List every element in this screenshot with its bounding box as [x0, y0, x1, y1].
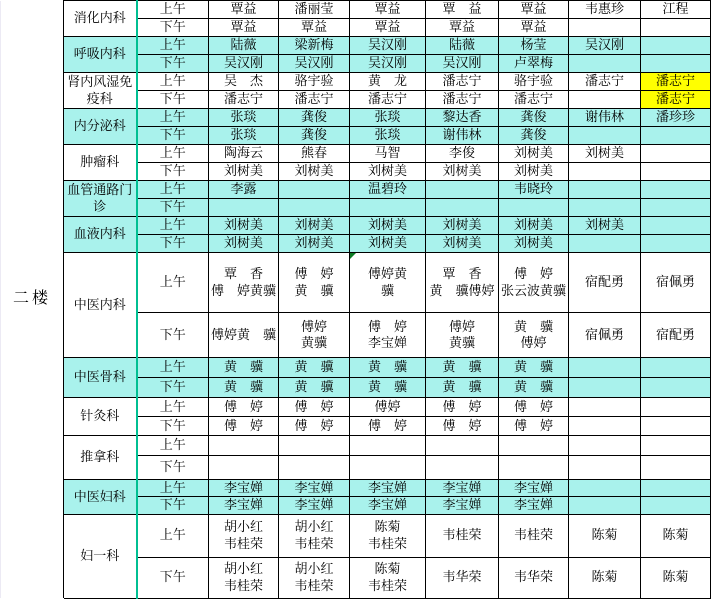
schedule-cell[interactable]: 陶海云 [209, 145, 279, 163]
time-cell[interactable]: 下午 [137, 127, 209, 145]
schedule-row [1, 253, 711, 313]
schedule-cell[interactable] [641, 127, 711, 145]
schedule-cell[interactable]: 黄 骥 [279, 378, 350, 398]
schedule-cell[interactable]: 刘树美 [499, 163, 569, 181]
doctor-name: 胡小红 [294, 519, 334, 535]
schedule-cell[interactable]: 潘志宁 [641, 91, 711, 109]
time-cell[interactable]: 下午 [137, 456, 209, 480]
schedule-cell[interactable] [499, 253, 569, 313]
schedule-row [1, 145, 711, 163]
schedule-cell[interactable]: 傅 婷 [350, 417, 426, 436]
schedule-cell[interactable]: 吴汉刚 [350, 55, 426, 73]
schedule-cell[interactable]: 骆宇验 [499, 73, 569, 91]
time-cell[interactable]: 上午 [137, 480, 209, 497]
schedule-cell[interactable] [569, 127, 641, 145]
schedule-cell[interactable]: 李宝婵 [426, 497, 499, 514]
schedule-cell[interactable]: 陆薇 [426, 37, 499, 55]
schedule-cell[interactable]: 黄 骥 [350, 378, 426, 398]
schedule-cell[interactable]: 刘树美 [569, 145, 641, 163]
schedule-cell[interactable] [641, 199, 711, 217]
schedule-cell[interactable] [209, 253, 279, 313]
schedule-cell[interactable]: 陈菊 [569, 514, 641, 557]
doctor-name: 傅婷黄 [367, 266, 407, 282]
schedule-cell[interactable]: 龚俊 [499, 109, 569, 127]
doctor-name: 黄骥 [448, 335, 475, 350]
schedule-cell[interactable]: 张琰 [350, 127, 426, 145]
schedule-cell[interactable] [209, 456, 279, 480]
schedule-cell[interactable] [569, 55, 641, 73]
doctor-name: 黄 骥 [294, 282, 334, 298]
schedule-cell[interactable]: 覃益 [209, 19, 279, 37]
schedule-cell[interactable]: 刘树美 [209, 217, 279, 235]
department-cell[interactable]: 肿瘤科 [64, 145, 137, 181]
schedule-cell[interactable]: 吴汉刚 [569, 37, 641, 55]
schedule-row [1, 37, 711, 55]
schedule-row [1, 109, 711, 127]
schedule-cell[interactable] [279, 313, 350, 358]
doctor-name: 陈菊 [374, 561, 401, 577]
time-cell[interactable]: 上午 [137, 398, 209, 417]
schedule-cell[interactable]: 刘树美 [499, 145, 569, 163]
schedule-cell[interactable] [499, 436, 569, 456]
time-cell[interactable]: 上午 [137, 514, 209, 557]
schedule-cell[interactable] [350, 436, 426, 456]
schedule-cell[interactable]: 韦华荣 [426, 557, 499, 598]
schedule-cell[interactable] [641, 358, 711, 378]
schedule-row [1, 358, 711, 378]
schedule-cell[interactable]: 李宝婵 [279, 480, 350, 497]
schedule-cell[interactable] [279, 253, 350, 313]
schedule-cell[interactable]: 傅婷黄 骥 [209, 313, 279, 358]
schedule-cell[interactable] [209, 199, 279, 217]
time-cell[interactable]: 下午 [137, 199, 209, 217]
doctor-name: 傅 婷 [294, 266, 334, 282]
schedule-cell[interactable]: 韦惠珍 [569, 1, 641, 19]
schedule-cell[interactable]: 吴汉刚 [350, 37, 426, 55]
schedule-cell[interactable]: 覃益 [426, 19, 499, 37]
schedule-cell[interactable] [426, 253, 499, 313]
time-cell[interactable]: 上午 [137, 73, 209, 91]
doctor-name: 黄 骥 [513, 318, 553, 334]
schedule-cell[interactable]: 龚俊 [279, 109, 350, 127]
department-cell[interactable]: 针灸科 [64, 398, 137, 436]
schedule-cell[interactable] [569, 19, 641, 37]
department-cell[interactable]: 内分泌科 [64, 109, 137, 145]
schedule-cell[interactable]: 陈菊 [641, 557, 711, 598]
department-cell[interactable]: 妇一科 [64, 514, 137, 598]
schedule-row [1, 436, 711, 456]
schedule-cell[interactable] [569, 497, 641, 514]
schedule-cell[interactable]: 张琰 [209, 127, 279, 145]
schedule-cell[interactable] [569, 235, 641, 253]
schedule-cell[interactable]: 吴 杰 [209, 73, 279, 91]
schedule-row [1, 480, 711, 497]
doctor-name: 韦桂荣 [223, 577, 263, 593]
schedule-cell[interactable] [499, 199, 569, 217]
department-cell[interactable]: 呼吸内科 [64, 37, 137, 73]
schedule-row [1, 73, 711, 91]
schedule-cell[interactable] [279, 436, 350, 456]
schedule-cell[interactable]: 傅 婷 [209, 398, 279, 417]
schedule-cell[interactable]: 覃益 [499, 19, 569, 37]
schedule-cell[interactable]: 傅 婷 [279, 398, 350, 417]
time-cell[interactable]: 上午 [137, 253, 209, 313]
doctor-name: 胡小红 [223, 561, 263, 577]
doctor-name: 傅婷 [448, 318, 475, 334]
schedule-cell[interactable]: 覃益 [350, 1, 426, 19]
schedule-cell[interactable]: 李俊 [426, 145, 499, 163]
department-cell[interactable]: 中医内科 [64, 253, 137, 358]
schedule-cell[interactable]: 李宝婵 [279, 497, 350, 514]
schedule-cell[interactable]: 谢伟林 [426, 127, 499, 145]
schedule-cell[interactable]: 潘志宁 [641, 73, 711, 91]
schedule-cell[interactable]: 龚俊 [279, 127, 350, 145]
schedule-cell[interactable] [641, 497, 711, 514]
schedule-cell[interactable]: 李宝婵 [499, 480, 569, 497]
doctor-name: 傅 婷 [513, 266, 553, 282]
time-cell[interactable]: 上午 [137, 436, 209, 456]
schedule-cell[interactable]: 傅 婷 [499, 398, 569, 417]
schedule-cell[interactable]: 宿佩勇 [641, 253, 711, 313]
schedule-cell[interactable]: 覃益 [499, 1, 569, 19]
schedule-cell[interactable]: 马智 [350, 145, 426, 163]
schedule-cell[interactable]: 韦桂荣 [499, 514, 569, 557]
schedule-cell[interactable] [641, 436, 711, 456]
schedule-cell[interactable]: 潘志宁 [279, 91, 350, 109]
schedule-cell[interactable] [641, 19, 711, 37]
schedule-cell[interactable]: 韦华荣 [499, 557, 569, 598]
schedule-cell[interactable] [279, 181, 350, 199]
floor-cell[interactable]: 二楼 [1, 1, 64, 599]
schedule-cell[interactable]: 傅婷 [350, 398, 426, 417]
time-cell[interactable]: 上午 [137, 217, 209, 235]
schedule-cell[interactable]: 黄 骥 [209, 358, 279, 378]
doctor-name: 傅 婷 [367, 318, 407, 334]
schedule-cell[interactable]: 李宝婵 [350, 480, 426, 497]
schedule-cell[interactable] [641, 378, 711, 398]
schedule-cell[interactable] [499, 456, 569, 480]
schedule-cell[interactable]: 杨莹 [499, 37, 569, 55]
schedule-cell[interactable] [279, 456, 350, 480]
schedule-cell[interactable]: 潘志宁 [569, 73, 641, 91]
schedule-cell[interactable] [569, 398, 641, 417]
schedule-cell[interactable] [426, 456, 499, 480]
schedule-cell[interactable] [279, 514, 350, 557]
schedule-cell[interactable] [350, 253, 426, 313]
schedule-cell[interactable]: 黄 龙 [350, 73, 426, 91]
schedule-cell[interactable] [641, 181, 711, 199]
schedule-cell[interactable]: 吴汉刚 [279, 55, 350, 73]
schedule-cell[interactable] [209, 436, 279, 456]
schedule-cell[interactable] [641, 480, 711, 497]
schedule-cell[interactable]: 陈菊 [641, 514, 711, 557]
schedule-cell[interactable]: 江程 [641, 1, 711, 19]
time-cell[interactable]: 下午 [137, 417, 209, 436]
schedule-cell[interactable] [569, 456, 641, 480]
doctor-name: 韦桂荣 [367, 577, 407, 593]
schedule-cell[interactable]: 黄 骥 [499, 358, 569, 378]
schedule-row [1, 217, 711, 235]
schedule-cell[interactable]: 潘志宁 [426, 73, 499, 91]
schedule-cell[interactable]: 龚俊 [499, 127, 569, 145]
time-cell[interactable]: 下午 [137, 19, 209, 37]
schedule-cell[interactable]: 李宝婵 [209, 497, 279, 514]
time-cell[interactable]: 下午 [137, 313, 209, 358]
schedule-cell[interactable]: 宿配勇 [641, 313, 711, 358]
schedule-cell[interactable]: 傅 婷 [279, 417, 350, 436]
time-cell[interactable]: 上午 [137, 181, 209, 199]
schedule-cell[interactable] [641, 55, 711, 73]
department-cell[interactable]: 血管通路门诊 [64, 181, 137, 217]
schedule-cell[interactable] [569, 480, 641, 497]
schedule-cell[interactable] [569, 378, 641, 398]
schedule-cell[interactable]: 傅 婷 [426, 398, 499, 417]
doctor-name: 覃 香 [442, 266, 482, 282]
schedule-cell[interactable]: 潘志宁 [350, 91, 426, 109]
schedule-cell[interactable]: 覃益 [279, 19, 350, 37]
schedule-cell[interactable] [641, 163, 711, 181]
time-cell[interactable]: 上午 [137, 37, 209, 55]
doctor-name: 李宝婵 [367, 335, 407, 350]
schedule-cell[interactable]: 黄 骥 [426, 378, 499, 398]
doctor-name: 傅婷 [300, 318, 327, 334]
schedule-row [1, 514, 711, 557]
doctor-name: 韦桂荣 [367, 535, 407, 551]
department-cell[interactable]: 肾内风湿免疫科 [64, 73, 137, 109]
schedule-cell[interactable] [641, 145, 711, 163]
schedule-cell[interactable] [569, 358, 641, 378]
doctor-name: 傅婷 [520, 335, 547, 350]
schedule-cell[interactable]: 刘树美 [350, 163, 426, 181]
department-cell[interactable]: 消化内科 [64, 1, 137, 37]
doctor-name: 韦桂荣 [294, 577, 334, 593]
time-cell[interactable]: 下午 [137, 557, 209, 598]
schedule-cell[interactable] [569, 163, 641, 181]
schedule-cell[interactable]: 温碧玲 [350, 181, 426, 199]
schedule-cell[interactable]: 傅 婷 [426, 417, 499, 436]
schedule-cell[interactable]: 潘志宁 [426, 91, 499, 109]
doctor-name: 陈菊 [374, 519, 401, 535]
schedule-cell[interactable]: 李露 [209, 181, 279, 199]
schedule-cell[interactable] [569, 91, 641, 109]
time-cell[interactable]: 下午 [137, 497, 209, 514]
schedule-cell[interactable] [499, 313, 569, 358]
schedule-cell[interactable]: 刘树美 [426, 235, 499, 253]
doctor-name: 胡小红 [223, 519, 263, 535]
time-cell[interactable]: 下午 [137, 378, 209, 398]
schedule-cell[interactable] [426, 436, 499, 456]
schedule-cell[interactable] [641, 37, 711, 55]
time-cell[interactable]: 上午 [137, 109, 209, 127]
schedule-cell[interactable]: 陆薇 [209, 37, 279, 55]
schedule-cell[interactable] [279, 557, 350, 598]
schedule-cell[interactable]: 韦晓玲 [499, 181, 569, 199]
schedule-cell[interactable]: 刘树美 [350, 235, 426, 253]
schedule-cell[interactable] [426, 313, 499, 358]
schedule-cell[interactable] [569, 417, 641, 436]
schedule-cell[interactable]: 李宝婵 [209, 480, 279, 497]
schedule-cell[interactable]: 刘树美 [279, 163, 350, 181]
schedule-cell[interactable]: 吴汉刚 [209, 55, 279, 73]
schedule-cell[interactable] [350, 199, 426, 217]
schedule-cell[interactable]: 韦桂荣 [426, 514, 499, 557]
schedule-cell[interactable]: 刘树美 [426, 217, 499, 235]
schedule-cell[interactable]: 覃益 [350, 19, 426, 37]
schedule-cell[interactable]: 李宝婵 [426, 480, 499, 497]
doctor-name: 骥 [380, 282, 394, 298]
department-cell[interactable]: 中医骨科 [64, 358, 137, 398]
schedule-row [1, 1, 711, 19]
schedule-cell[interactable] [641, 217, 711, 235]
schedule-cell[interactable]: 黄 骥 [209, 378, 279, 398]
schedule-cell[interactable] [641, 398, 711, 417]
time-cell[interactable]: 上午 [137, 358, 209, 378]
doctor-name: 覃 香 [223, 266, 263, 282]
schedule-cell[interactable] [209, 557, 279, 598]
schedule-cell[interactable] [209, 514, 279, 557]
schedule-cell[interactable]: 李宝婵 [499, 497, 569, 514]
schedule-cell[interactable]: 刘树美 [209, 235, 279, 253]
schedule-cell[interactable] [569, 181, 641, 199]
doctor-name: 傅 婷黄骥 [210, 282, 276, 298]
schedule-cell[interactable]: 黄 骥 [499, 378, 569, 398]
doctor-name: 黄 骥傅婷 [429, 282, 495, 298]
schedule-cell[interactable] [350, 313, 426, 358]
schedule-cell[interactable]: 黄 骥 [350, 358, 426, 378]
schedule-cell[interactable]: 刘树美 [279, 235, 350, 253]
schedule-cell[interactable]: 刘树美 [350, 217, 426, 235]
schedule-cell[interactable]: 刘树美 [426, 163, 499, 181]
schedule-cell[interactable]: 李宝婵 [350, 497, 426, 514]
department-cell[interactable]: 推拿科 [64, 436, 137, 480]
schedule-cell[interactable]: 卢翠梅 [499, 55, 569, 73]
doctor-name: 张云波黄骥 [500, 282, 566, 298]
doctor-name: 韦桂荣 [294, 535, 334, 551]
schedule-cell[interactable] [641, 235, 711, 253]
schedule-cell[interactable]: 刘树美 [499, 235, 569, 253]
schedule-cell[interactable]: 张琰 [209, 109, 279, 127]
schedule-cell[interactable] [350, 456, 426, 480]
schedule-cell[interactable] [350, 514, 426, 557]
time-cell[interactable]: 下午 [137, 163, 209, 181]
doctor-name: 黄骥 [300, 335, 327, 350]
schedule-cell[interactable]: 刘树美 [279, 217, 350, 235]
schedule-cell[interactable]: 潘丽莹 [279, 1, 350, 19]
schedule-cell[interactable] [569, 199, 641, 217]
schedule-cell[interactable]: 黄 骥 [279, 358, 350, 378]
schedule-cell[interactable]: 谢伟林 [569, 109, 641, 127]
doctor-name: 胡小红 [294, 561, 334, 577]
time-cell[interactable]: 下午 [137, 55, 209, 73]
schedule-cell[interactable] [641, 456, 711, 480]
schedule-cell[interactable]: 潘志宁 [209, 91, 279, 109]
schedule-cell[interactable]: 骆宇验 [279, 73, 350, 91]
schedule-cell[interactable]: 覃益 [209, 1, 279, 19]
department-cell[interactable]: 中医妇科 [64, 480, 137, 515]
schedule-cell[interactable] [426, 181, 499, 199]
schedule-cell[interactable] [350, 557, 426, 598]
schedule-cell[interactable]: 黄 骥 [426, 358, 499, 378]
schedule-cell[interactable]: 熊春 [279, 145, 350, 163]
schedule-row [1, 398, 711, 417]
schedule-cell[interactable]: 黎达香 [426, 109, 499, 127]
department-cell[interactable]: 血液内科 [64, 217, 137, 253]
schedule-cell[interactable]: 张琰 [350, 109, 426, 127]
schedule-cell[interactable] [569, 436, 641, 456]
schedule-cell[interactable]: 覃 益 [426, 1, 499, 19]
schedule-cell[interactable]: 刘树美 [209, 163, 279, 181]
schedule-cell[interactable]: 吴汉刚 [426, 55, 499, 73]
comment-indicator-icon [350, 253, 356, 259]
schedule-cell[interactable]: 傅 婷 [209, 417, 279, 436]
schedule-cell[interactable]: 傅 婷 [499, 417, 569, 436]
time-cell[interactable]: 上午 [137, 145, 209, 163]
schedule-cell[interactable]: 潘珍珍 [641, 109, 711, 127]
time-cell[interactable]: 下午 [137, 91, 209, 109]
time-cell[interactable]: 下午 [137, 235, 209, 253]
schedule-cell[interactable] [279, 199, 350, 217]
schedule-cell[interactable]: 刘树美 [569, 217, 641, 235]
time-cell[interactable]: 上午 [137, 1, 209, 19]
schedule-cell[interactable]: 梁新梅 [279, 37, 350, 55]
schedule-cell[interactable] [426, 199, 499, 217]
schedule-cell[interactable]: 陈菊 [569, 557, 641, 598]
schedule-cell[interactable]: 刘树美 [499, 217, 569, 235]
schedule-cell[interactable]: 宿佩勇 [569, 313, 641, 358]
doctor-name: 韦桂荣 [223, 535, 263, 551]
schedule-row [1, 181, 711, 199]
schedule-cell[interactable]: 宿配勇 [569, 253, 641, 313]
schedule-cell[interactable]: 潘志宁 [499, 91, 569, 109]
schedule-cell[interactable] [641, 417, 711, 436]
